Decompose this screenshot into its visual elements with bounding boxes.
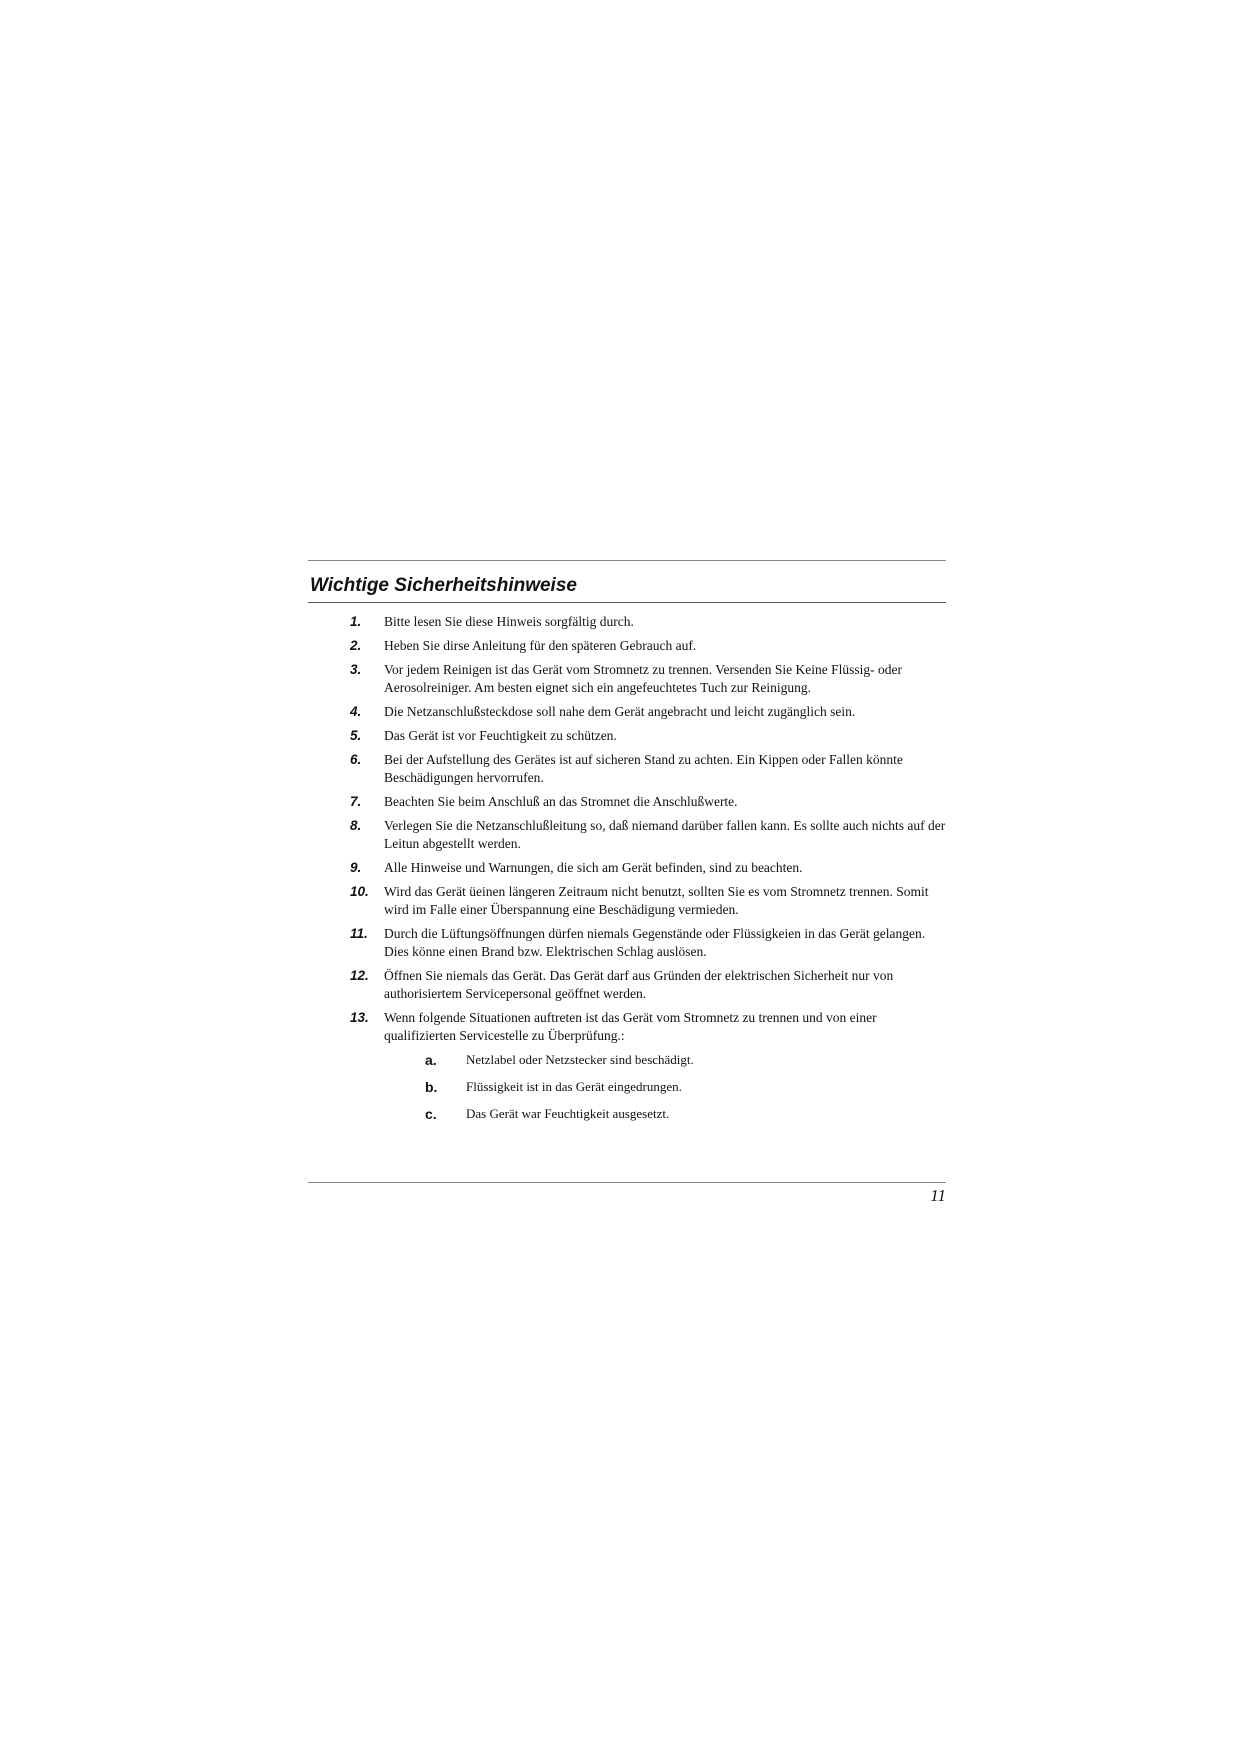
sub-list-item [384,1051,946,1069]
sub-item-text: Das Gerät war Feuchtigkeit ausgesetzt. [466,1106,670,1121]
sub-list-item [384,1105,946,1123]
sub-item-text: Flüssigkeit ist in das Gerät eingedrungen. [466,1079,682,1094]
item-text: Alle Hinweise und Warnungen, die sich am Gerät befinden, sind zu beachten. [384,860,803,875]
list-item [340,817,946,853]
list-item [340,793,946,811]
item-text: Das Gerät ist vor Feuchtigkeit zu schützen. [384,728,617,743]
header-rule [308,560,946,561]
item-number: 4. [350,704,362,719]
item-number: 9. [350,860,362,875]
page-title: Wichtige Sicherheitshinweise [310,575,577,596]
sub-item-letter: b. [425,1079,438,1095]
sub-list [384,1051,946,1123]
item-number: 3. [350,662,362,677]
list-item [340,703,946,721]
item-text: Wird das Gerät üeinen längeren Zeitraum nicht benutzt, sollten Sie es vom Stromnetz trennen. Somit wird im Falle einer Überspannung eine Beschädigung vermieden. [384,884,929,917]
item-text: Wenn folgende Situationen auftreten ist das Gerät vom Stromnetz zu trennen und von einer qualifizierten Servicestelle zu Überprüfung.: [384,1010,877,1043]
sub-item-letter: c. [425,1106,437,1122]
page-number: 11 [930,1186,946,1205]
safety-instructions-list [340,613,946,1138]
item-number: 7. [350,794,362,809]
item-body [384,1009,946,1132]
item-text: Heben Sie dirse Anleitung für den späteren Gebrauch auf. [384,638,697,653]
list-item [340,967,946,1003]
item-text: Verlegen Sie die Netzanschlußleitung so, daß niemand darüber fallen kann. Es sollte auch nichts auf der Leitun abgestellt werden. [384,818,946,851]
item-text: Die Netzanschlußsteckdose soll nahe dem Gerät angebracht und leicht zugänglich sein. [384,704,856,719]
list-item [340,727,946,745]
footer-rule [308,1182,946,1183]
item-number: 8. [350,818,362,833]
list-item [340,661,946,697]
item-text: Beachten Sie beim Anschluß an das Stromnet die Anschlußwerte. [384,794,738,809]
item-number: 6. [350,752,362,767]
list-item [340,613,946,631]
item-text: Öffnen Sie niemals das Gerät. Das Gerät darf aus Gründen der elektrischen Sicherheit nur von authorisiertem Servicepersonal geöffnet werden. [384,968,894,1001]
item-number: 12. [350,968,369,983]
sub-list-item [384,1078,946,1096]
list-item [340,859,946,877]
list-item [340,925,946,961]
item-text: Bei der Aufstellung des Gerätes ist auf sicheren Stand zu achten. Ein Kippen oder Fallen könnte Beschädigungen hervorrufen. [384,752,903,785]
sub-item-letter: a. [425,1052,437,1068]
item-number: 10. [350,884,369,899]
sub-item-text: Netzlabel oder Netzstecker sind beschädigt. [466,1052,694,1067]
item-text: Bitte lesen Sie diese Hinweis sorgfältig durch. [384,614,634,629]
list-item [340,1009,946,1132]
item-number: 11. [350,926,368,941]
item-text: Durch die Lüftungsöffnungen dürfen niemals Gegenstände oder Flüssigkeien in das Gerät gelangen. Dies könne einen Brand bzw. Elektrischen Schlag auslösen. [384,926,926,959]
item-text: Vor jedem Reinigen ist das Gerät vom Stromnetz zu trennen. Versenden Sie Keine Flüssig- oder Aerosolreiniger. Am besten eignet sich ein angefeuchtetes Tuch zur Reinigung. [384,662,903,695]
item-number: 1. [350,614,362,629]
list-item [340,751,946,787]
item-number: 13. [350,1010,369,1025]
list-item [340,637,946,655]
list-item [340,883,946,919]
title-rule [308,602,946,603]
item-number: 2. [350,638,362,653]
item-number: 5. [350,728,362,743]
